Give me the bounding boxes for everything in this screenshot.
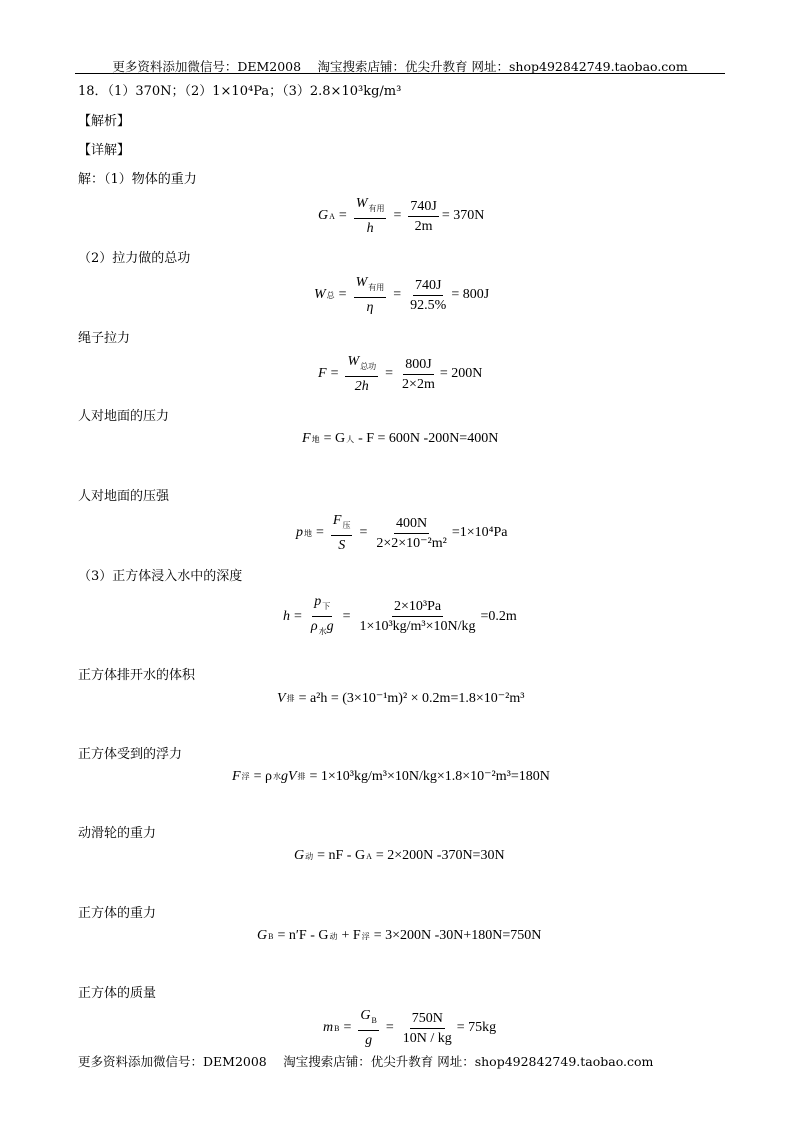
step-label: 正方体的重力 xyxy=(78,906,157,921)
step-label: 绳子拉力 xyxy=(78,331,131,346)
section-analysis: 【解析】 xyxy=(78,114,131,129)
equation-total-work: W 总 = $\frac{W_{有用}}{\eta}$ = $\frac{740J}{92.5\%}$ = 800J xyxy=(314,275,490,315)
equation-gravity-a: G A = $\frac{W_{有用}}{h}$ = $\frac{740J}{2m}$ = 370N xyxy=(318,196,485,236)
page-footer: 更多资料添加微信号：DEM2008 淘宝搜索店铺：优尖升教育 网址：shop492842749.taobao.com xyxy=(78,1054,654,1069)
equation-ground-force: F 地 = G 人 - F = 600N -200N=400N xyxy=(302,431,499,446)
step-label: 动滑轮的重力 xyxy=(78,826,157,841)
step-label: 人对地面的压强 xyxy=(78,489,170,504)
header-rule xyxy=(75,73,725,74)
step-label: 正方体受到的浮力 xyxy=(78,747,183,762)
page-header: 更多资料添加微信号：DEM2008 淘宝搜索店铺：优尖升教育 网址：shop492842749.taobao.com xyxy=(112,59,688,74)
equation-pulley-weight: G 动 = nF - G A = 2×200N -370N=30N xyxy=(294,848,505,863)
step-label: 正方体排开水的体积 xyxy=(78,668,196,683)
answer-line: 18．（1）370N；（2）1×10⁴Pa；（3）2.8×10³kg/m³ xyxy=(78,84,402,99)
equation-cube-mass: m B = $\frac{G_B}{g}$ = $\frac{750N}{10N / kg}$ = 75kg xyxy=(323,1008,497,1048)
equation-rope-tension: F = $\frac{W_{总功}}{2h}$ = $\frac{800J}{2\times 2m}$ = 200N xyxy=(318,354,483,394)
equation-cube-weight: G B = n′F - G 动 + F 浮 = 3×200N -30N+180N=750N xyxy=(257,928,542,943)
step-label: 正方体的质量 xyxy=(78,986,157,1001)
equation-displaced-volume: V 排 = a²h = (3×10⁻¹m)² × 0.2m=1.8×10⁻²m³ xyxy=(277,690,525,706)
step-label: （2）拉力做的总功 xyxy=(78,251,191,266)
section-detail: 【详解】 xyxy=(78,143,131,158)
step-label: （3）正方体浸入水中的深度 xyxy=(78,569,243,584)
equation-buoyancy: F 浮 = ρ 水 gV 排 = 1×10³kg/m³×10N/kg×1.8×10⁻²m³=180N xyxy=(232,768,550,784)
step-label: 解：（1）物体的重力 xyxy=(78,172,197,187)
equation-ground-pressure: p 地 = $\frac{F_压}{S}$ = $\frac{400N}{\text{2×2×10⁻²m²}}$ =1×10⁴Pa xyxy=(296,513,508,553)
step-label: 人对地面的压力 xyxy=(78,409,170,424)
equation-depth: h = $\frac{p_下}{\rho_水g}$ = $\frac{\text{2×10³Pa}}{\text{1×10³kg/m³×10N/kg}}$ =0.2m xyxy=(283,594,517,636)
